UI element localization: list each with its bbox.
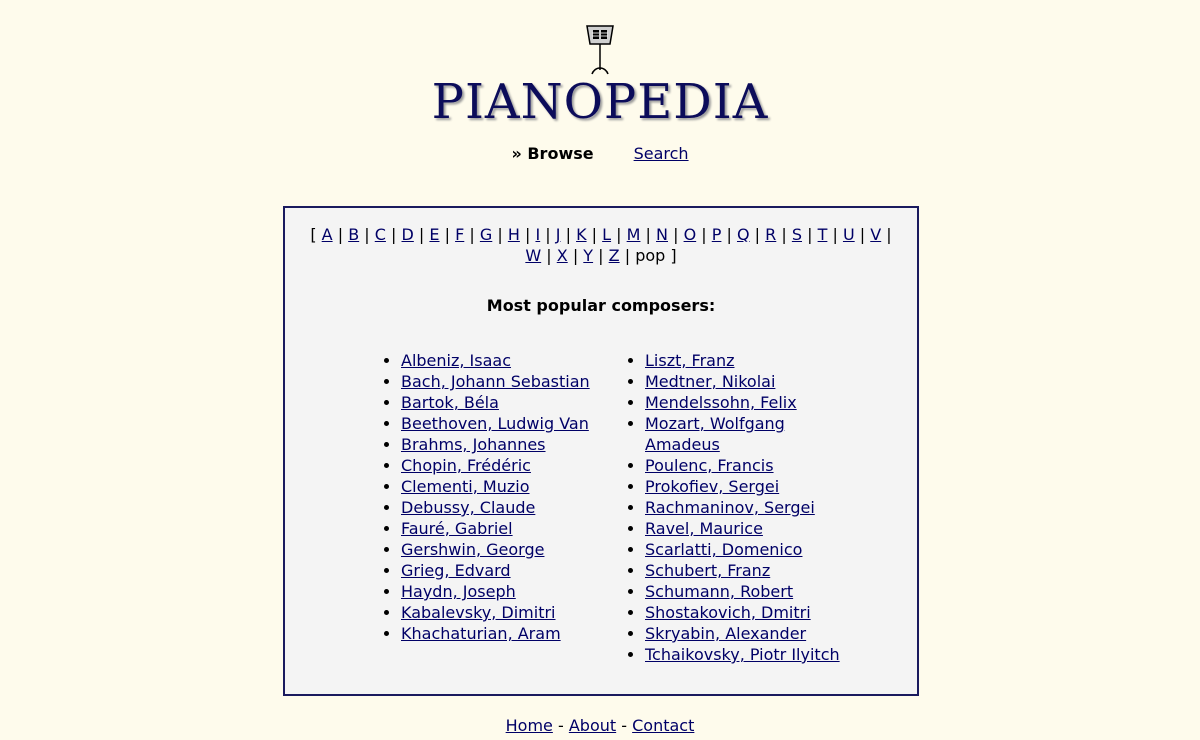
alphabet-letter-a[interactable]: A <box>321 225 333 244</box>
alphabet-letter-w[interactable]: W <box>525 246 542 265</box>
alphabet-separator: | <box>524 225 531 244</box>
list-item <box>401 413 611 434</box>
alphabet-letter-f[interactable]: F <box>455 225 465 244</box>
list-item <box>401 497 611 518</box>
alphabet-letter-o[interactable]: O <box>683 225 697 244</box>
composer-link[interactable]: Khachaturian, Aram <box>401 624 561 643</box>
alphabet-letter-g[interactable]: G <box>479 225 493 244</box>
composer-link[interactable]: Rachmaninov, Sergei <box>645 498 815 517</box>
composer-link[interactable]: Grieg, Edvard <box>401 561 511 580</box>
alphabet-separator: | <box>754 225 761 244</box>
alphabet-index <box>305 224 897 266</box>
composer-link[interactable]: Fauré, Gabriel <box>401 519 513 538</box>
site-title: PIANOPEDIA <box>431 74 769 130</box>
alphabet-separator: | <box>807 225 813 244</box>
composer-link[interactable]: Kabalevsky, Dimitri <box>401 603 556 622</box>
list-item <box>401 371 611 392</box>
footer-home-link[interactable]: Home <box>505 716 553 735</box>
alphabet-separator: | <box>701 225 707 244</box>
alphabet-letter-l[interactable]: L <box>602 225 612 244</box>
list-item <box>645 392 850 413</box>
list-item <box>645 539 850 560</box>
nav-browse-current: » Browse <box>511 144 594 163</box>
list-item <box>645 518 850 539</box>
composer-link[interactable]: Schumann, Robert <box>645 582 794 601</box>
alphabet-separator: | <box>418 225 425 244</box>
alphabet-letter-s[interactable]: S <box>791 225 803 244</box>
composer-link[interactable]: Liszt, Franz <box>645 351 735 370</box>
list-item <box>645 623 850 644</box>
alphabet-separator: | <box>591 225 598 244</box>
footer-separator: - <box>557 716 564 735</box>
list-item <box>401 455 611 476</box>
alphabet-current-pop: pop <box>635 246 666 265</box>
list-item <box>401 539 611 560</box>
browse-panel <box>283 206 919 696</box>
alphabet-separator: | <box>886 225 892 244</box>
composer-list-right <box>627 350 850 665</box>
composer-link[interactable]: Tchaikovsky, Piotr Ilyitch <box>645 645 840 664</box>
composer-link[interactable]: Clementi, Muzio <box>401 477 530 496</box>
list-item <box>401 434 611 455</box>
alphabet-letter-k[interactable]: K <box>576 225 587 244</box>
alphabet-letter-i[interactable]: I <box>535 225 541 244</box>
composer-link[interactable]: Prokofiev, Sergei <box>645 477 780 496</box>
alphabet-letter-z[interactable]: Z <box>608 246 620 265</box>
alphabet-separator: | <box>624 246 631 265</box>
composer-link[interactable]: Poulenc, Francis <box>645 456 774 475</box>
alphabet-letter-b[interactable]: B <box>348 225 360 244</box>
alphabet-letter-q[interactable]: Q <box>736 225 750 244</box>
composer-link[interactable]: Medtner, Nikolai <box>645 372 776 391</box>
alphabet-separator: | <box>546 246 552 265</box>
composer-list-left <box>383 350 611 644</box>
composer-link[interactable]: Shostakovich, Dmitri <box>645 603 811 622</box>
alphabet-letter-t[interactable]: T <box>817 225 828 244</box>
alphabet-separator: | <box>859 225 866 244</box>
list-item <box>401 581 611 602</box>
composer-link[interactable]: Mozart, Wolfgang Amadeus <box>645 414 785 454</box>
alphabet-separator: | <box>545 225 551 244</box>
alphabet-separator: | <box>364 225 370 244</box>
composer-link[interactable]: Gershwin, George <box>401 540 545 559</box>
alphabet-separator: | <box>726 225 732 244</box>
main-nav <box>0 144 1200 163</box>
alphabet-open-bracket: [ <box>310 225 317 244</box>
footer-contact-link[interactable]: Contact <box>632 716 695 735</box>
list-item <box>645 476 850 497</box>
alphabet-separator: | <box>337 225 344 244</box>
composer-link[interactable]: Beethoven, Ludwig Van <box>401 414 589 433</box>
list-item <box>401 476 611 497</box>
alphabet-letter-v[interactable]: V <box>870 225 882 244</box>
list-item <box>645 581 850 602</box>
composer-link[interactable]: Brahms, Johannes <box>401 435 546 454</box>
alphabet-letter-d[interactable]: D <box>401 225 414 244</box>
alphabet-separator: | <box>781 225 787 244</box>
alphabet-separator: | <box>645 225 651 244</box>
composer-link[interactable]: Haydn, Joseph <box>401 582 516 601</box>
alphabet-letter-j[interactable]: J <box>555 225 561 244</box>
footer-separator: - <box>621 716 628 735</box>
composer-link[interactable]: Mendelssohn, Felix <box>645 393 797 412</box>
alphabet-separator: | <box>391 225 397 244</box>
list-item <box>645 413 850 455</box>
composer-link[interactable]: Albeniz, Isaac <box>401 351 512 370</box>
alphabet-letter-n[interactable]: N <box>656 225 668 244</box>
list-item <box>645 644 850 665</box>
panel-heading: Most popular composers: <box>486 296 716 315</box>
list-item <box>401 518 611 539</box>
alphabet-separator: | <box>565 225 571 244</box>
alphabet-letter-u[interactable]: U <box>842 225 855 244</box>
list-item <box>401 392 611 413</box>
composer-link[interactable]: Bach, Johann Sebastian <box>401 372 590 391</box>
nav-search-link[interactable]: Search <box>633 144 689 163</box>
alphabet-separator: | <box>572 246 579 265</box>
list-item <box>401 350 611 371</box>
list-item <box>645 371 850 392</box>
composer-link[interactable]: Scarlatti, Domenico <box>645 540 803 559</box>
alphabet-separator: | <box>598 246 604 265</box>
list-item <box>645 455 850 476</box>
composer-link[interactable]: Bartok, Béla <box>401 393 499 412</box>
alphabet-letter-h[interactable]: H <box>507 225 520 244</box>
alphabet-letter-e[interactable]: E <box>429 225 440 244</box>
alphabet-letter-x[interactable]: X <box>556 246 568 265</box>
alphabet-separator: | <box>444 225 450 244</box>
alphabet-close-bracket: ] <box>670 246 677 265</box>
composer-link[interactable]: Skryabin, Alexander <box>645 624 807 643</box>
alphabet-letter-c[interactable]: C <box>374 225 386 244</box>
composer-link[interactable]: Debussy, Claude <box>401 498 536 517</box>
composer-link[interactable]: Schubert, Franz <box>645 561 771 580</box>
alphabet-letter-p[interactable]: P <box>711 225 722 244</box>
alphabet-letter-m[interactable]: M <box>626 225 641 244</box>
music-stand-icon <box>584 22 616 78</box>
list-item <box>645 350 850 371</box>
alphabet-separator: | <box>469 225 475 244</box>
footer-about-link[interactable]: About <box>568 716 617 735</box>
list-item <box>645 560 850 581</box>
list-item <box>401 602 611 623</box>
list-item <box>645 602 850 623</box>
list-item <box>645 497 850 518</box>
list-item <box>401 560 611 581</box>
site-logo[interactable] <box>0 22 1200 128</box>
composer-link[interactable]: Ravel, Maurice <box>645 519 763 538</box>
footer-nav <box>0 716 1200 735</box>
alphabet-separator: | <box>832 225 838 244</box>
alphabet-separator: | <box>497 225 503 244</box>
alphabet-separator: | <box>616 225 622 244</box>
alphabet-separator: | <box>673 225 679 244</box>
composer-link[interactable]: Chopin, Frédéric <box>401 456 531 475</box>
list-item <box>401 623 611 644</box>
alphabet-letter-y[interactable]: Y <box>583 246 594 265</box>
alphabet-letter-r[interactable]: R <box>765 225 777 244</box>
